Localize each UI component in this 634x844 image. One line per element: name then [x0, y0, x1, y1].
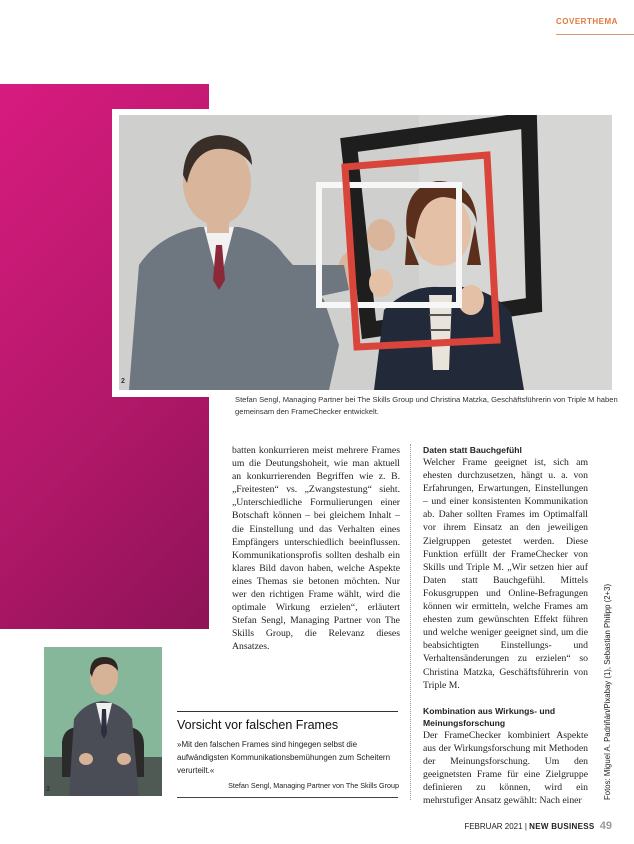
article-paragraph: Welcher Frame geeignet ist, sich am ehesten durchzusetzen, hängt u. a. von Erfahrungen, Erwartungen, Einstellungen – und einer konsistenten Kommunikation ab. Daher sollten Frames im Optimalfall vor ihrem Einsatz an den jeweiligen Zielgruppen getestet werden. Diese Funktion erfüllt der FrameChecker von Skills und Triple M. „Wir setzen hier auf Daten statt Bauchgefühl. Mittels Fokusgruppen und Online-Befragungen können wir ermitteln, welche Frames am ehesten zum gewünschten Effekt führen und welche weniger geeignet sind, um die beabsichtigten Einstellungs- und Verhaltensänderungen zu erzielen“ so Christina Matzka, Geschäftsführerin von Triple M.	[423, 457, 588, 691]
small-photo-number: 3	[46, 786, 50, 793]
main-photo-number: 2	[121, 378, 125, 385]
article-column-left	[232, 444, 400, 654]
pullquote-title: Vorsicht vor falschen Frames	[177, 718, 339, 732]
footer-brand: NEW BUSINESS	[529, 822, 595, 831]
subheading: Daten statt Bauchgefühl	[423, 445, 522, 455]
small-photo	[44, 647, 162, 796]
section-label: COVERTHEMA	[556, 17, 618, 26]
article-paragraph: batten konkurrieren meist mehrere Frames um die Deutungshoheit, wie man aktuell an konkurrierenden Begriffen wie z. B. „Freitesten“ vs. „Zwangstestung“ sieht. „Unterschiedliche Formulierungen einer Botschaft können – bei gleichem Inhalt – die Einstellung und das Verhalten eines Empfängers unterschiedlich beeinflussen. Kommunikationsprofis sollten deshalb ein klares Bild davon haben, welche Aspekte eines Themas sie betonen möchten. Nur wer den richtigen Frame wählt, wird die optimale Wirkung erzielen“, erläutert Stefan Sengl, Managing Partner von The Skills Group, die Relevanz dieses Ansatzes.	[232, 445, 400, 653]
pullquote-text: »Mit den falschen Frames sind hingegen selbst die aufwändigsten Kommunikationsbemühungen zum Scheitern verurteilt.«	[177, 740, 391, 775]
pullquote-top-rule	[177, 711, 398, 712]
section-rule	[556, 34, 634, 35]
article-paragraph: Der FrameChecker kombiniert Aspekte aus der Wirkungsforschung mit Methoden der Meinungsforschung. Um den geeignetsten Frame für eine Zielgruppe definieren zu können, wird ein mehrstufiger Ansatz gewählt: Nach einer	[423, 729, 588, 807]
main-photo	[119, 115, 612, 390]
footer-date: FEBRUAR 2021	[464, 822, 523, 831]
column-divider	[410, 444, 411, 800]
footer-separator: |	[524, 822, 527, 831]
photo-caption: Stefan Sengl, Managing Partner bei The Skills Group und Christina Matzka, Geschäftsführerin von Triple M haben gemeinsam den FrameChecker entwickelt.	[235, 395, 618, 416]
subheading: Kombination aus Wirkungs- und Meinungsforschung	[423, 705, 556, 728]
pullquote-bottom-rule	[177, 797, 398, 798]
photo-credit: Fotos: Miguel A. Padriñán/Pixabay (1), Sebastian Philipp (2+3)	[603, 583, 612, 800]
main-photo-illustration	[119, 115, 612, 390]
small-photo-illustration	[44, 647, 162, 796]
page-number: 49	[599, 820, 612, 832]
pullquote-attribution: Stefan Sengl, Managing Partner von The Skills Group	[228, 781, 399, 790]
article-column-right	[423, 444, 588, 807]
page-footer	[464, 820, 612, 832]
